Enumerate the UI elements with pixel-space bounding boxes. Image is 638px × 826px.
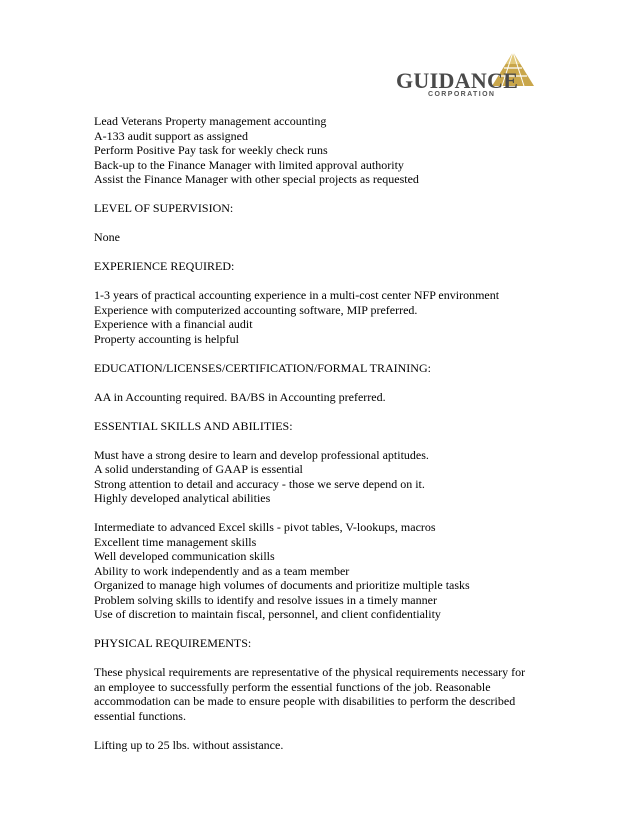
skill-item: Intermediate to advanced Excel skills - pivot tables, V-lookups, macros xyxy=(94,520,436,534)
skills-heading: ESSENTIAL SKILLS AND ABILITIES: xyxy=(94,418,293,433)
duty-line: Back-up to the Finance Manager with limited approval authority xyxy=(94,157,404,172)
skill-item: Highly developed analytical abilities xyxy=(94,491,271,505)
physical-heading: PHYSICAL REQUIREMENTS: xyxy=(94,636,252,650)
education-heading: EDUCATION/LICENSES/CERTIFICATION/FORMAL TRAINING: xyxy=(94,360,431,375)
logo-subtitle: CORPORATION xyxy=(428,91,496,98)
duty-line: A-133 audit support as assigned xyxy=(94,128,248,143)
experience-item: Experience with computerized accounting software, MIP preferred. xyxy=(94,302,418,317)
physical-paragraph-line: These physical requirements are representative of the physical requirements necessary for xyxy=(94,665,526,679)
logo-wordmark: GUIDANCE xyxy=(396,68,519,93)
physical-paragraph-line: essential functions. xyxy=(94,708,186,723)
skill-item: Must have a strong desire to learn and develop professional aptitudes. xyxy=(94,447,429,462)
physical-paragraph-line: accommodation can be made to ensure people with disabilities to perform the described xyxy=(94,694,516,708)
skill-item: Organized to manage high volumes of documents and prioritize multiple tasks xyxy=(94,578,470,592)
experience-item: Property accounting is helpful xyxy=(94,331,239,346)
duty-line: Perform Positive Pay task for weekly check runs xyxy=(94,143,328,157)
education-value: AA in Accounting required. BA/BS in Accounting preferred. xyxy=(94,389,386,404)
duty-line: Lead Veterans Property management accounting xyxy=(94,114,327,128)
supervision-heading: LEVEL OF SUPERVISION: xyxy=(94,201,234,215)
experience-item: Experience with a financial audit xyxy=(94,317,253,331)
experience-item: 1-3 years of practical accounting experience in a multi-cost center NFP environment xyxy=(94,288,500,302)
skill-item: A solid understanding of GAAP is essential xyxy=(94,462,303,476)
skill-item: Problem solving skills to identify and resolve issues in a timely manner xyxy=(94,592,437,607)
experience-heading: EXPERIENCE REQUIRED: xyxy=(94,259,235,273)
skill-item: Well developed communication skills xyxy=(94,549,275,563)
supervision-value: None xyxy=(94,230,120,244)
skill-item: Strong attention to detail and accuracy - those we serve depend on it. xyxy=(94,476,425,491)
job-description xyxy=(94,114,554,752)
physical-paragraph-line: an employee to successfully perform the essential functions of the job. Reasonable xyxy=(94,679,491,694)
company-logo xyxy=(396,50,536,102)
skill-item: Ability to work independently and as a team member xyxy=(94,563,350,578)
skill-item: Excellent time management skills xyxy=(94,534,257,549)
skill-item: Use of discretion to maintain fiscal, personnel, and client confidentiality xyxy=(94,607,441,621)
lifting-requirement: Lifting up to 25 lbs. without assistance. xyxy=(94,737,284,752)
duty-line: Assist the Finance Manager with other special projects as requested xyxy=(94,172,419,186)
